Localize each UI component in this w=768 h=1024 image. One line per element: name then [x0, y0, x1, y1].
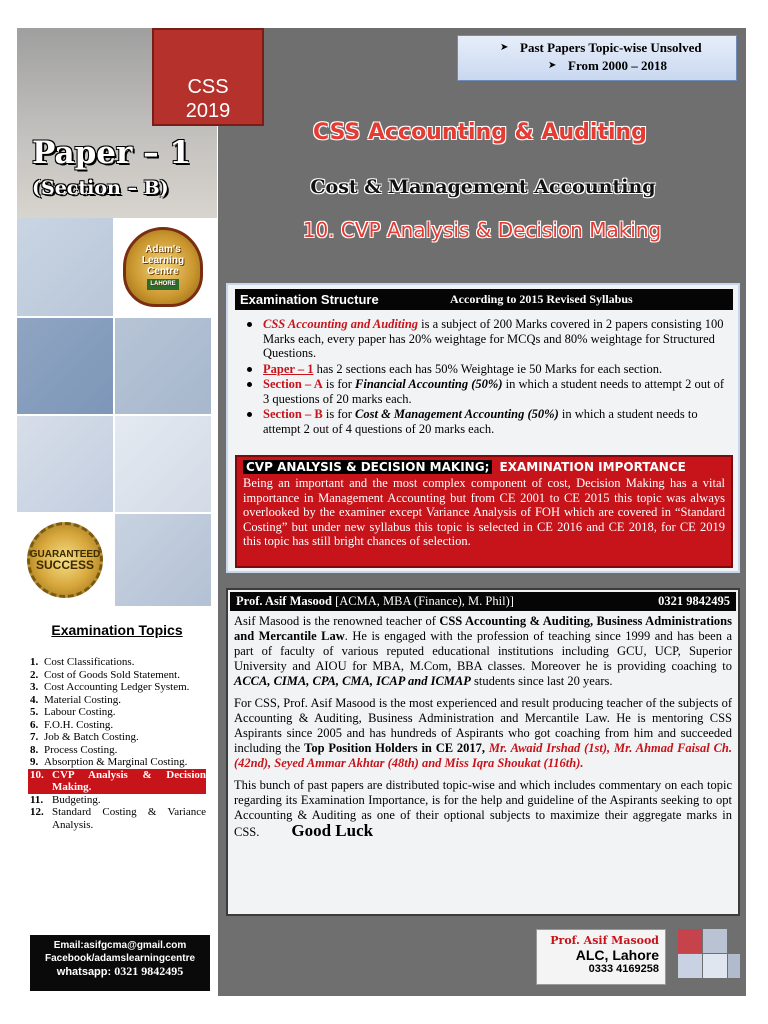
bio-paragraph — [234, 696, 732, 771]
bio-text: . He is engaged with the profession of teaching since 1999 and has been a part of faculty of various reputed educational institutions including GCU, UCP, Superior University and AIOU for MBA, M.Com, BBA classes. Moreover he is providing coaching to — [234, 629, 732, 673]
exam-structure-title: Examination Structure — [240, 292, 379, 307]
past-papers-text: Past Papers Topic-wise Unsolved — [520, 40, 702, 55]
past-papers-text: From 2000 – 2018 — [568, 58, 668, 73]
exam-structure-subtitle: According to 2015 Revised Syllabus — [450, 292, 633, 306]
decor-tile — [17, 318, 113, 414]
topic-number: 9. — [30, 756, 39, 768]
topic-text: Standard Costing & Variance Analysis. — [52, 806, 206, 831]
position-holders-text: Mr. Awaid Irshad (1st), Mr. Ahmad Faisal Ch. (42nd), Seyed Ammar Akhtar (48th) and Miss Iqra Shoukat (116th). — [234, 741, 732, 770]
exam-structure-list — [241, 317, 729, 437]
professor-header — [230, 592, 736, 611]
badge-line-1: CSS — [187, 76, 229, 98]
exam-structure-header — [235, 289, 733, 310]
examination-structure-panel — [226, 283, 740, 573]
topic-text: Process Costing. — [44, 743, 118, 756]
seal-container — [17, 514, 113, 606]
arrow-bullet-icon: ➤ — [500, 42, 509, 53]
section-title: (Section – B) — [32, 177, 169, 199]
bullet-text: is for — [322, 407, 356, 421]
highlight-text: Section – A — [263, 377, 323, 391]
topic-item-current — [28, 769, 206, 794]
decor-tile — [115, 318, 211, 414]
topic-item — [30, 656, 206, 669]
seal-text: GUARANTEED — [29, 549, 101, 560]
topic-item — [30, 731, 206, 744]
chapter-title: 10. CVP Analysis & Decision Making — [302, 218, 662, 242]
topic-text: Job & Batch Costing. — [44, 731, 139, 743]
bio-bold-text: Top Position Holders in CE 2017, — [304, 741, 489, 755]
exam-bullet — [241, 407, 729, 436]
logo-text: Centre — [147, 266, 179, 277]
topic-text: CVP Analysis & Decision Making. — [52, 768, 206, 793]
professor-name: Prof. Asif Masood — [236, 594, 332, 608]
topic-text: Cost of Goods Sold Statement. — [44, 668, 180, 681]
topic-text: Cost Classifications. — [44, 656, 135, 668]
topic-number: 2. — [30, 668, 39, 681]
whatsapp-label: whatsapp: — [56, 966, 112, 978]
professor-panel — [226, 588, 740, 916]
topic-item — [30, 719, 206, 732]
topic-item — [30, 706, 206, 719]
logo-container — [115, 218, 211, 316]
bio-emphasis-text: ACCA, CIMA, CPA, CMA, ICAP and ICMAP — [234, 674, 471, 688]
importance-text: Being an important and the most complex component of cost, Decision Making has a vital importance in Management Accounting but from CE 2001 to CE 2015 this topic was always overlooked by the examiner except Variance Analysis of FOH which are covered in “Standard Costing” but under new syllabus this topic is selected in CE 2016 and CE 2018, for CE 2019 this topic has still bright chances of selection. — [243, 476, 725, 548]
arrow-bullet-icon: ➤ — [548, 60, 557, 71]
guaranteed-success-seal-icon — [27, 522, 103, 598]
topic-number: 4. — [30, 693, 39, 706]
past-papers-line — [500, 39, 736, 57]
topic-number: 7. — [30, 731, 39, 743]
contact-box — [30, 935, 210, 991]
topic-item — [30, 794, 206, 807]
topic-item — [30, 669, 206, 682]
decor-tile — [17, 218, 113, 316]
topic-number: 5. — [30, 706, 39, 718]
decor-square — [703, 929, 727, 953]
topic-number: 11. — [30, 793, 44, 806]
signature-name: Prof. Asif Masood — [550, 934, 659, 947]
signature-place: ALC, Lahore — [575, 947, 659, 963]
badge-line-2: 2019 — [185, 100, 231, 122]
topic-item — [30, 744, 206, 757]
exam-bullet — [241, 362, 729, 377]
logo-text: Learning — [141, 255, 185, 266]
topic-text: Labour Costing. — [44, 706, 116, 718]
bullet-text: in which a student needs to attempt 2 out of 4 questions of 20 marks each. — [263, 407, 698, 436]
highlight-text: Paper – 1 — [263, 361, 314, 376]
adams-learning-centre-logo — [123, 227, 203, 307]
contact-whatsapp — [30, 965, 210, 979]
decor-square — [678, 954, 702, 978]
bullet-text: is a subject of 200 Marks covered in 2 papers consisting 100 Marks each, every paper has 20% weightage for MCQs and 80% weightage for Structured Questions. — [263, 317, 724, 360]
topic-text: Material Costing. — [44, 693, 121, 706]
decor-square — [678, 929, 702, 953]
topic-number: 3. — [30, 681, 39, 693]
bio-text: For CSS, Prof. Asif Masood is the most experienced and result producing teacher of the subjects of Accounting & Auditing, Business Administration and Mercantile Law. He is mentoring CSS Aspirants since 2005 and has hundreds of Aspirants who got coaching from him and succeeded including the — [234, 696, 732, 755]
professor-bio — [234, 614, 732, 847]
decor-tile — [115, 416, 211, 512]
topics-title: Examination Topics — [51, 622, 183, 638]
examination-importance-box — [235, 455, 733, 568]
topic-number: 8. — [30, 743, 39, 756]
bio-text: This bunch of past papers are distributed topic-wise and which includes commentary on each topic regarding its Examination Importance, is for the help and guideline of the Aspirants seeking to opt Accounting & Auditing as one of their optional subjects to maximize their aggregate marks in CSS. — [234, 778, 732, 839]
professor-phone: 0321 9842495 — [658, 594, 730, 608]
topic-number: 6. — [30, 718, 39, 731]
logo-text: Adam's — [145, 244, 181, 255]
decor-tile — [17, 416, 113, 512]
emphasis-text: Financial Accounting (50%) — [355, 377, 503, 391]
topic-text: Cost Accounting Ledger System. — [44, 681, 190, 693]
topic-item — [30, 756, 206, 769]
topic-text: Absorption & Marginal Costing. — [44, 756, 188, 768]
bullet-text: has 2 sections each has 50% Weightage ie 50 Marks for each section. — [313, 361, 663, 376]
topic-number: 12. — [30, 806, 44, 818]
bio-paragraph — [234, 778, 732, 840]
logo-text: LAHORE — [147, 279, 178, 290]
past-papers-box — [457, 35, 737, 81]
subject-title: CSS Accounting & Auditing — [313, 120, 647, 145]
decor-square — [728, 954, 740, 978]
topic-item — [30, 681, 206, 694]
css-year-badge — [152, 28, 264, 126]
professor-name-line — [236, 594, 514, 609]
paper-title: Paper – 1 — [32, 135, 191, 171]
highlight-text: CSS Accounting and Auditing — [263, 317, 419, 331]
topic-item — [30, 806, 206, 831]
bio-text: students since last 20 years. — [470, 674, 613, 688]
topic-number: 1. — [30, 656, 39, 668]
bullet-text: in which a student needs to attempt 2 out of 3 questions of 20 marks each. — [263, 377, 724, 406]
emphasis-text: Cost & Management Accounting (50%) — [355, 407, 559, 421]
whatsapp-number: 0321 9842495 — [114, 964, 184, 978]
bullet-text: is for — [322, 377, 356, 391]
importance-title-topic: CVP ANALYSIS & DECISION MAKING; — [243, 460, 492, 474]
highlight-text: Section – B — [263, 407, 323, 421]
importance-title-label: EXAMINATION IMPORTANCE — [495, 460, 686, 474]
contact-facebook: Facebook/adamslearningcentre — [44, 953, 196, 964]
subtopic-title: Cost & Management Accounting — [310, 176, 656, 198]
bio-bold-text: CSS Accounting & Auditing, Business Administrations and Mercantile Law — [234, 614, 732, 643]
professor-credentials: [ACMA, MBA (Finance), M. Phil)] — [331, 594, 514, 608]
importance-title — [243, 460, 725, 475]
decor-tile — [115, 514, 211, 606]
signature-phone: 0333 4169258 — [588, 963, 659, 975]
bio-paragraph — [234, 614, 732, 689]
exam-bullet — [241, 317, 729, 361]
past-papers-line — [500, 57, 736, 75]
good-luck-text: Good Luck — [291, 821, 374, 840]
seal-text: SUCCESS — [35, 558, 94, 572]
signature-box — [536, 929, 666, 985]
topic-number: 10. — [30, 768, 44, 781]
topic-item — [30, 694, 206, 707]
topics-list — [30, 656, 206, 831]
exam-bullet — [241, 377, 729, 406]
sidebar — [17, 28, 217, 996]
bio-text: Asif Masood is the renowned teacher of — [234, 614, 440, 628]
contact-email: Email:asifgcma@gmail.com — [53, 940, 187, 951]
decor-square — [703, 954, 727, 978]
topic-text: F.O.H. Costing. — [44, 718, 114, 731]
topic-text: Budgeting. — [52, 793, 101, 806]
